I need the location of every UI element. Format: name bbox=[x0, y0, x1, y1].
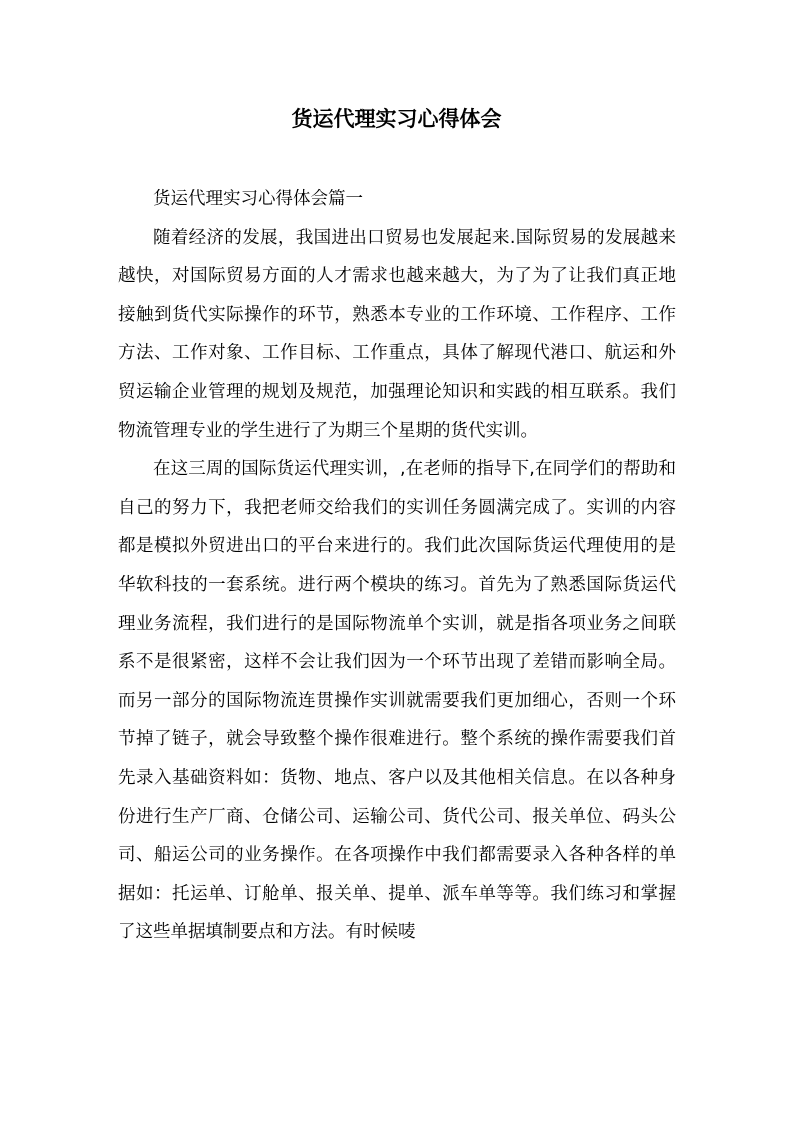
section-heading: 货运代理实习心得体会篇一 bbox=[153, 189, 363, 209]
paragraph-2: 在这三周的国际货运代理实训，,在老师的指导下,在同学们的帮助和自己的努力下，我把老师交给我们的实训任务圆满完成了。实训的内容都是模拟外贸进出口的平台来进行的。我们此次国际货运代理使用的是华软科技的一套系统。进行两个模块的练习。首先为了熟悉国际货运代理业务流程，我们进行的是国际物流单个实训，就是指各项业务之间联系不是很紧密，这样不会让我们因为一个环节出现了差错而影响全局。而另一部分的国际物流连贯操作实训就需要我们更加细心，否则一个环节掉了链子，就会导致整个操作很难进行。整个系统的操作需要我们首先录入基础资料如：货物、地点、客户以及其他相关信息。在以各种身份进行生产厂商、仓储公司、运输公司、货代公司、报关单位、码头公司、船运公司的业务操作。在各项操作中我们都需要录入各种各样的单据如：托运单、订舱单、报关单、提单、派车单等等。我们练习和掌握了这些单据填制要点和方法。有时候唛 bbox=[118, 459, 676, 943]
document-body bbox=[118, 180, 676, 952]
paragraph-1: 随着经济的发展，我国进出口贸易也发展起来.国际贸易的发展越来越快，对国际贸易方面的人才需求也越来越大，为了为了让我们真正地接触到货代实际操作的环节，熟悉本专业的工作环境、工作程序、工作方法、工作对象、工作目标、工作重点，具体了解现代港口、航运和外贸运输企业管理的规划及规范，加强理论知识和实践的相互联系。我们物流管理专业的学生进行了为期三个星期的货代实训。 bbox=[118, 227, 676, 441]
document-title: 货运代理实习心得体会 bbox=[291, 107, 502, 131]
